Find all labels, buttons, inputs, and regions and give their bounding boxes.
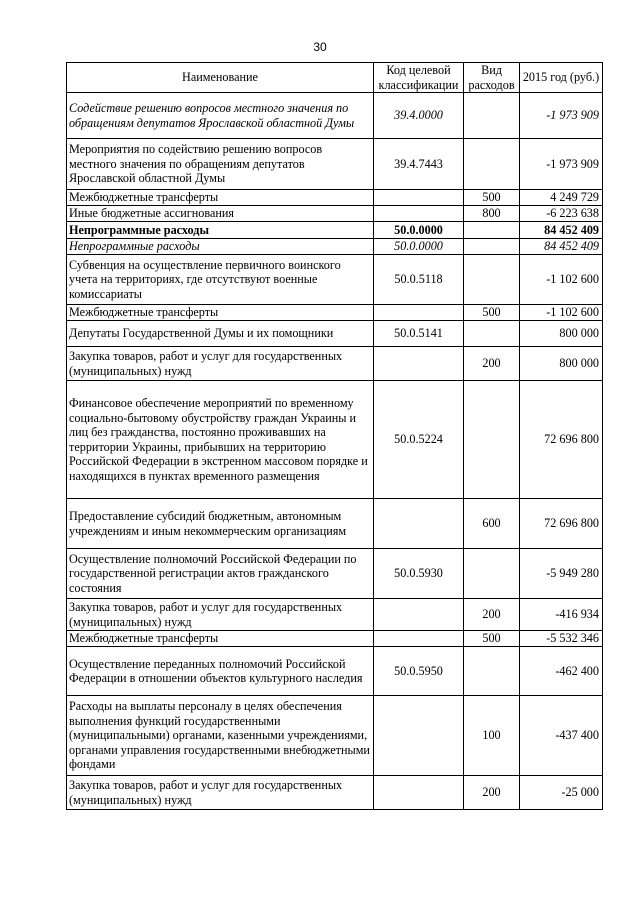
row-code: 50.0.5141: [374, 321, 464, 347]
row-type: [464, 255, 520, 305]
row-code: [374, 776, 464, 810]
row-type: 200: [464, 776, 520, 810]
row-name: Содействие решению вопросов местного значения по обращениям депутатов Ярославской областной Думы: [67, 93, 374, 139]
row-type: [464, 239, 520, 255]
row-name: Финансовое обеспечение мероприятий по временному социально-бытовому обустройству граждан Украины и лиц без гражданства, постоянно проживавших на территории Украины, прибывших на территорию Российской Федерации в экстренном массовом порядке и находящихся в пунктах временного размещения: [67, 381, 374, 499]
table-row: [67, 696, 603, 776]
row-name: Закупка товаров, работ и услуг для государственных (муниципальных) нужд: [67, 347, 374, 381]
table-row: [67, 599, 603, 631]
row-amount: 800 000: [520, 347, 603, 381]
header-amount: 2015 год (руб.): [520, 63, 603, 93]
row-code: 39.4.0000: [374, 93, 464, 139]
row-amount: 84 452 409: [520, 239, 603, 255]
row-type: [464, 139, 520, 190]
row-amount: -462 400: [520, 647, 603, 696]
row-type: 100: [464, 696, 520, 776]
row-amount: -1 973 909: [520, 139, 603, 190]
row-type: 600: [464, 499, 520, 549]
row-amount: -5 949 280: [520, 549, 603, 599]
header-code: Код целевой классификации: [374, 63, 464, 93]
row-type: 200: [464, 347, 520, 381]
row-code: [374, 190, 464, 206]
row-code: 50.0.0000: [374, 239, 464, 255]
row-amount: -437 400: [520, 696, 603, 776]
row-name: Закупка товаров, работ и услуг для государственных (муниципальных) нужд: [67, 599, 374, 631]
row-code: [374, 347, 464, 381]
row-amount: -6 223 638: [520, 206, 603, 222]
header-type: Вид расходов: [464, 63, 520, 93]
table-row: [67, 381, 603, 499]
table-row: [67, 549, 603, 599]
row-name: Непрограммные расходы: [67, 222, 374, 239]
row-type: [464, 549, 520, 599]
row-type: 500: [464, 190, 520, 206]
table-row: [67, 206, 603, 222]
row-code: [374, 305, 464, 321]
row-amount: -1 973 909: [520, 93, 603, 139]
table-row: [67, 347, 603, 381]
row-name: Осуществление переданных полномочий Российской Федерации в отношении объектов культурного наследия: [67, 647, 374, 696]
table-row: [67, 255, 603, 305]
page-number: 30: [313, 40, 327, 54]
table-row: [67, 647, 603, 696]
row-name: Межбюджетные трансферты: [67, 190, 374, 206]
row-amount: 72 696 800: [520, 499, 603, 549]
budget-table: [66, 62, 603, 810]
table-row: [67, 631, 603, 647]
row-code: 50.0.5930: [374, 549, 464, 599]
row-type: [464, 647, 520, 696]
row-type: [464, 222, 520, 239]
row-code: 50.0.5118: [374, 255, 464, 305]
table-row: [67, 222, 603, 239]
table-row: [67, 499, 603, 549]
table-row: [67, 305, 603, 321]
row-name: Закупка товаров, работ и услуг для государственных (муниципальных) нужд: [67, 776, 374, 810]
row-type: 500: [464, 631, 520, 647]
row-amount: 84 452 409: [520, 222, 603, 239]
row-name: Расходы на выплаты персоналу в целях обеспечения выполнения функций государственными (муниципальными) органами, казенными учреждениями, органами управления государственными внебюджетными фондами: [67, 696, 374, 776]
row-code: [374, 599, 464, 631]
row-name: Межбюджетные трансферты: [67, 631, 374, 647]
row-name: Субвенция на осуществление первичного воинского учета на территориях, где отсутствуют военные комиссариаты: [67, 255, 374, 305]
row-type: 800: [464, 206, 520, 222]
table-row: [67, 776, 603, 810]
row-amount: -416 934: [520, 599, 603, 631]
row-code: 50.0.5224: [374, 381, 464, 499]
row-name: Непрограммные расходы: [67, 239, 374, 255]
row-amount: -5 532 346: [520, 631, 603, 647]
table-row: [67, 190, 603, 206]
table-row: [67, 239, 603, 255]
row-type: 500: [464, 305, 520, 321]
table-row: [67, 321, 603, 347]
row-code: [374, 631, 464, 647]
row-code: 50.0.0000: [374, 222, 464, 239]
header-row: [67, 63, 603, 93]
row-code: [374, 499, 464, 549]
row-code: [374, 696, 464, 776]
row-type: [464, 93, 520, 139]
row-amount: 800 000: [520, 321, 603, 347]
row-type: 200: [464, 599, 520, 631]
row-amount: 4 249 729: [520, 190, 603, 206]
row-amount: -1 102 600: [520, 255, 603, 305]
table-row: [67, 93, 603, 139]
row-name: Иные бюджетные ассигнования: [67, 206, 374, 222]
table-row: [67, 139, 603, 190]
row-amount: -1 102 600: [520, 305, 603, 321]
row-name: Мероприятия по содействию решению вопросов местного значения по обращениям депутатов Ярославской областной Думы: [67, 139, 374, 190]
row-name: Депутаты Государственной Думы и их помощники: [67, 321, 374, 347]
row-code: 50.0.5950: [374, 647, 464, 696]
row-name: Межбюджетные трансферты: [67, 305, 374, 321]
row-code: [374, 206, 464, 222]
row-amount: 72 696 800: [520, 381, 603, 499]
header-name: Наименование: [67, 63, 374, 93]
row-name: Осуществление полномочий Российской Федерации по государственной регистрации актов гражданского состояния: [67, 549, 374, 599]
row-type: [464, 381, 520, 499]
row-code: 39.4.7443: [374, 139, 464, 190]
row-name: Предоставление субсидий бюджетным, автономным учреждениям и иным некоммерческим организациям: [67, 499, 374, 549]
row-type: [464, 321, 520, 347]
row-amount: -25 000: [520, 776, 603, 810]
